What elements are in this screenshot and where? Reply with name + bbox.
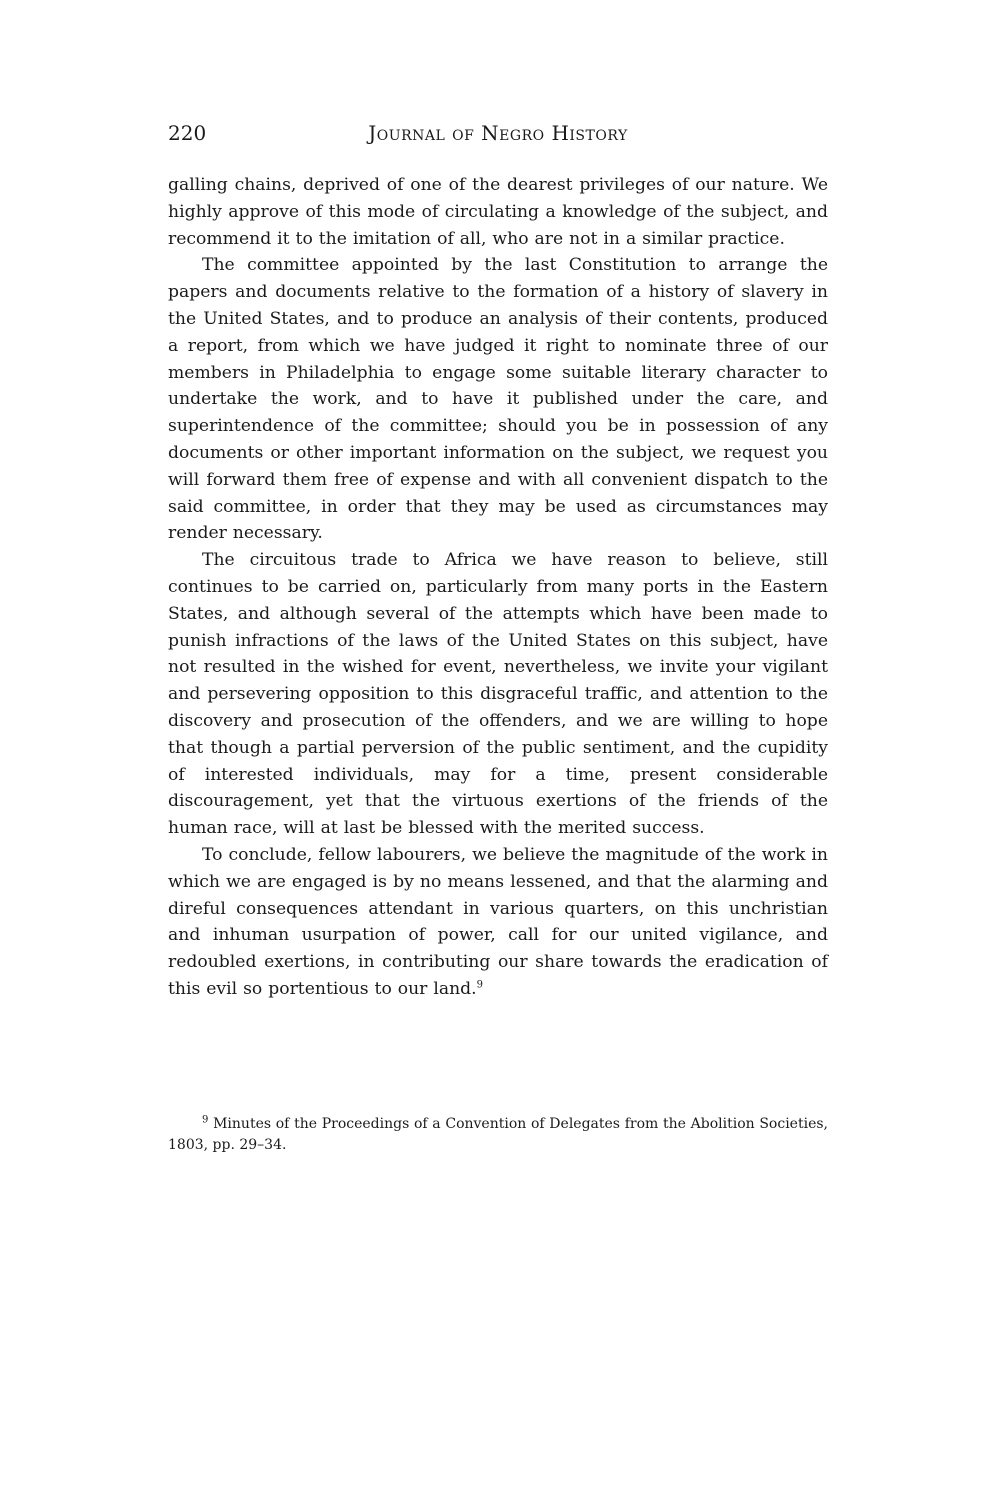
footnote [168, 1114, 828, 1156]
footnote-marker: 9 [202, 1114, 209, 1126]
paragraph-3: The circuitous trade to Africa we have reason to believe, still continues to be carried on, particularly from many ports in the Eastern States, and although several of the attempts which have been made to punish infractions of the laws of the United States on this subject, have not resulted in the wished for event, nevertheless, we invite your vigilant and persevering opposition to this disgraceful traffic, and attention to the discovery and prosecution of the offenders, and we are willing to hope that though a partial perversion of the public sentiment, and the cupidity of interested individuals, may for a time, present considerable discouragement, yet that the virtuous exertions of the friends of the human race, will at last be blessed with the merited success. [168, 550, 828, 839]
journal-title: Journal of Negro History [368, 121, 628, 145]
running-head [168, 118, 828, 148]
body-text [168, 172, 828, 1003]
paragraph-4-text: To conclude, fellow labourers, we believe the magnitude of the work in which we are engaged is by no means lessened, and that the alarming and direful consequences attendant in various quarters, on this unchristian and inhuman usurpation of power, call for our united vigilance, and redoubled exertions, in contributing our share towards the eradication of this evil so portentious to our land. [168, 844, 828, 999]
paragraph-2: The committee appointed by the last Constitution to arrange the papers and documents relative to the formation of a history of slavery in the United States, and to produce an analysis of their contents, produced a report, from which we have judged it right to nominate three of our members in Philadelphia to engage some suitable literary character to undertake the work, and to have it published under the care, and superintendence of the committee; should you be in possession of any documents or other important information on the subject, we request you will forward them free of expense and with all convenient dispatch to the said committee, in order that they may be used as circumstances may render necessary. [168, 255, 828, 544]
paragraph-1: galling chains, deprived of one of the dearest privileges of our nature. We highly approve of this mode of circulating a knowledge of the subject, and recommend it to the imitation of all, who are not in a similar practice. [168, 175, 828, 249]
paragraph-4 [168, 842, 828, 1003]
footnote-reference: 9 [476, 979, 484, 991]
page-number: 220 [168, 121, 207, 145]
footnote-text: Minutes of the Proceedings of a Convention of Delegates from the Abolition Societies, 1803, pp. 29–34. [168, 1116, 828, 1153]
